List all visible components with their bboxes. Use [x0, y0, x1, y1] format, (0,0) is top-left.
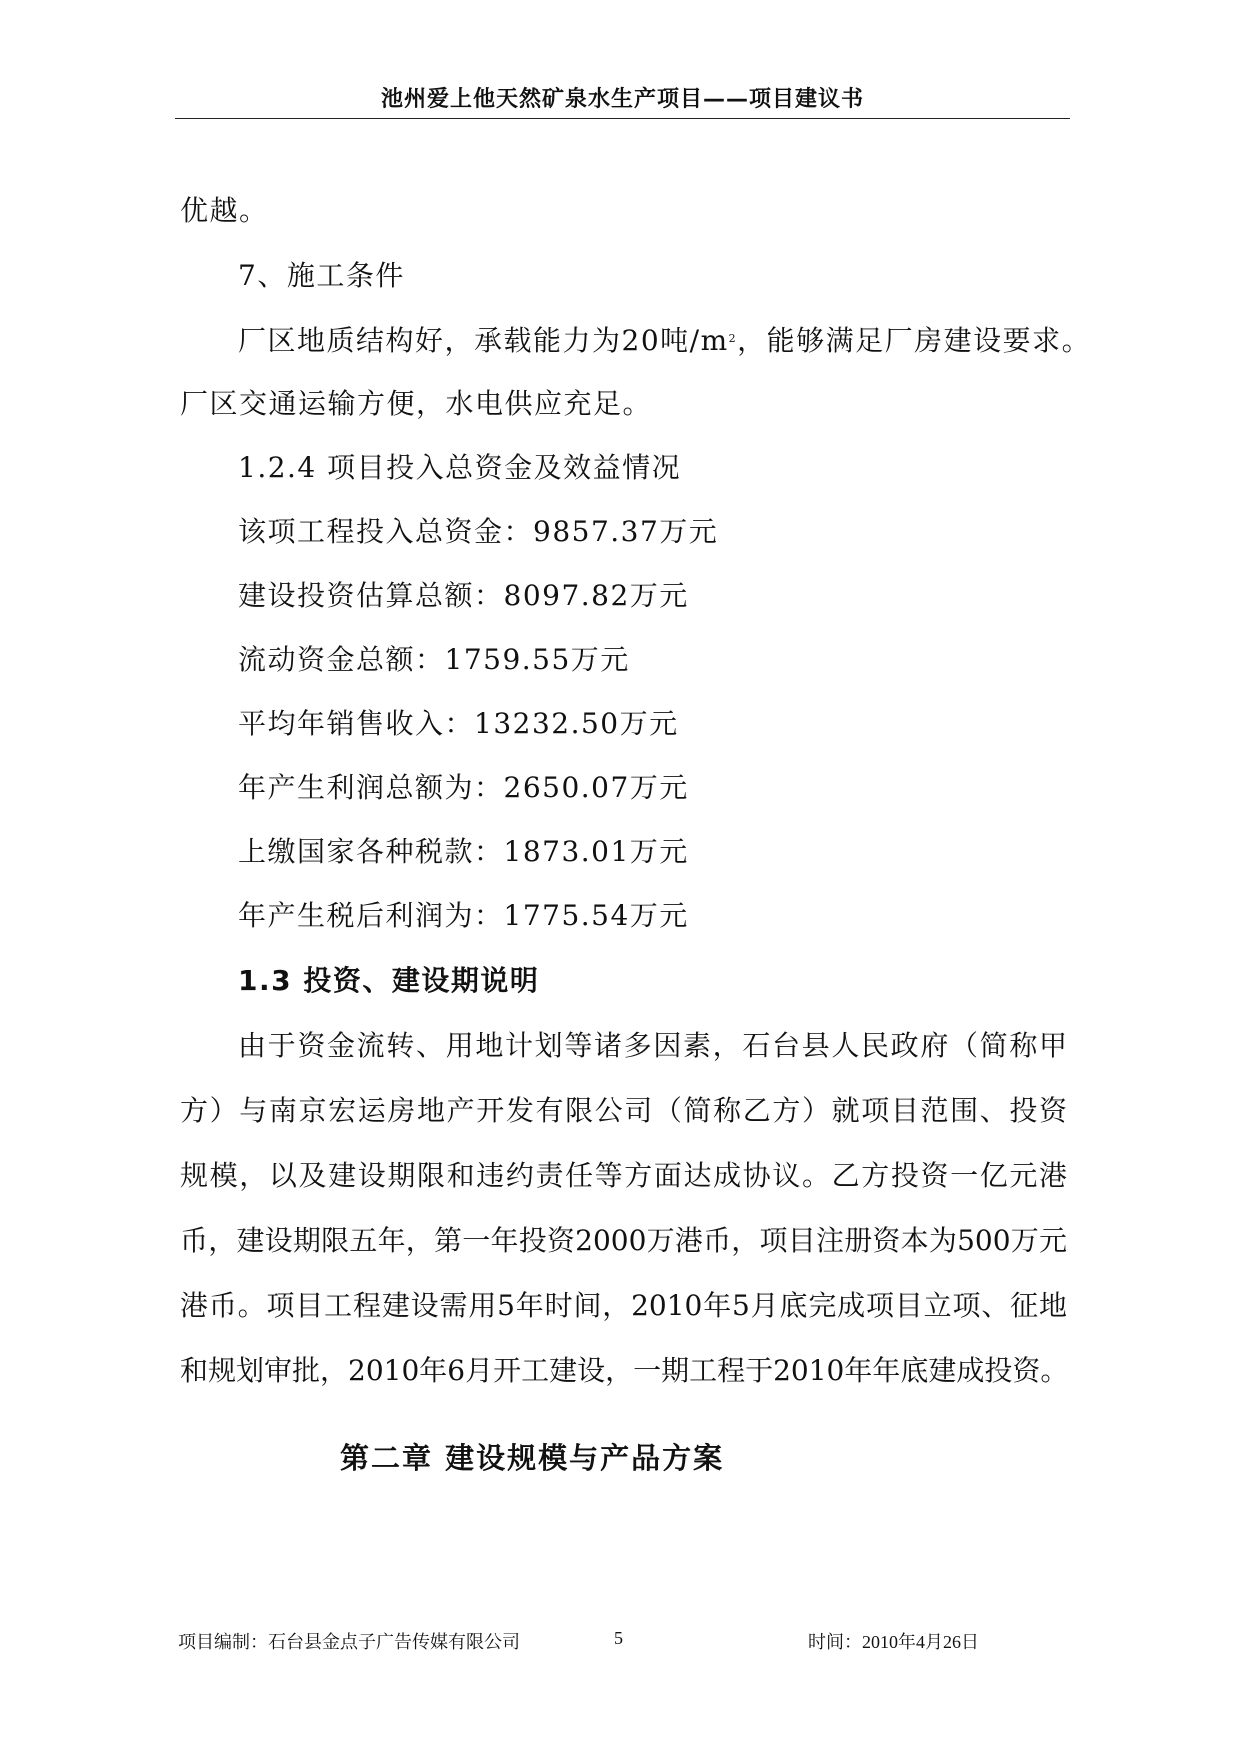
footer-compiler: 项目编制：石台县金点子广告传媒有限公司 [178, 1632, 520, 1652]
finance-item: 建设投资估算总额：8097.82万元 [238, 579, 689, 612]
text-fragment: ，能够满足厂房建设要求。 [737, 324, 1092, 357]
text-line [238, 323, 1091, 359]
finance-item: 年产生利润总额为：2650.07万元 [238, 771, 689, 804]
paragraph-line: 方）与南京宏运房地产开发有限公司（简称乙方）就项目范围、投资 [180, 1094, 1067, 1127]
finance-item: 流动资金总额：1759.55万元 [238, 643, 630, 676]
chapter-title: 第二章 建设规模与产品方案 [340, 1441, 725, 1475]
section-heading: 1.3 投资、建设期说明 [238, 964, 540, 997]
text-fragment: 厂区地质结构好，承载能力为20吨/m [238, 324, 729, 357]
page-header-title: 池州爱上他天然矿泉水生产项目——项目建议书 [380, 87, 864, 112]
paragraph-line: 规模，以及建设期限和违约责任等方面达成协议。乙方投资一亿元港 [180, 1159, 1067, 1192]
finance-item: 平均年销售收入：13232.50万元 [238, 707, 679, 740]
paragraph-line: 和规划审批，2010年6月开工建设，一期工程于2010年年底建成投资。 [180, 1354, 1069, 1387]
paragraph-line: 由于资金流转、用地计划等诸多因素，石台县人民政府（简称甲 [238, 1029, 1067, 1062]
finance-item: 上缴国家各种税款：1873.01万元 [238, 835, 689, 868]
finance-item: 年产生税后利润为：1775.54万元 [238, 899, 689, 932]
footer-page-number: 5 [614, 1628, 623, 1648]
finance-item: 该项工程投入总资金：9857.37万元 [238, 515, 719, 548]
text-line: 厂区交通运输方便，水电供应充足。 [180, 387, 653, 420]
paragraph-line: 港币。项目工程建设需用5年时间，2010年5月底完成项目立项、征地 [180, 1289, 1067, 1322]
text-line: 优越。 [180, 194, 269, 227]
superscript: 2 [728, 332, 738, 345]
section-heading: 1.2.4 项目投入总资金及效益情况 [238, 451, 682, 484]
header-divider [175, 118, 1070, 119]
footer-date: 时间：2010年4月26日 [808, 1632, 979, 1652]
section-heading: 7、施工条件 [238, 259, 405, 292]
paragraph-line: 币，建设期限五年，第一年投资2000万港币，项目注册资本为500万元 [180, 1224, 1067, 1257]
